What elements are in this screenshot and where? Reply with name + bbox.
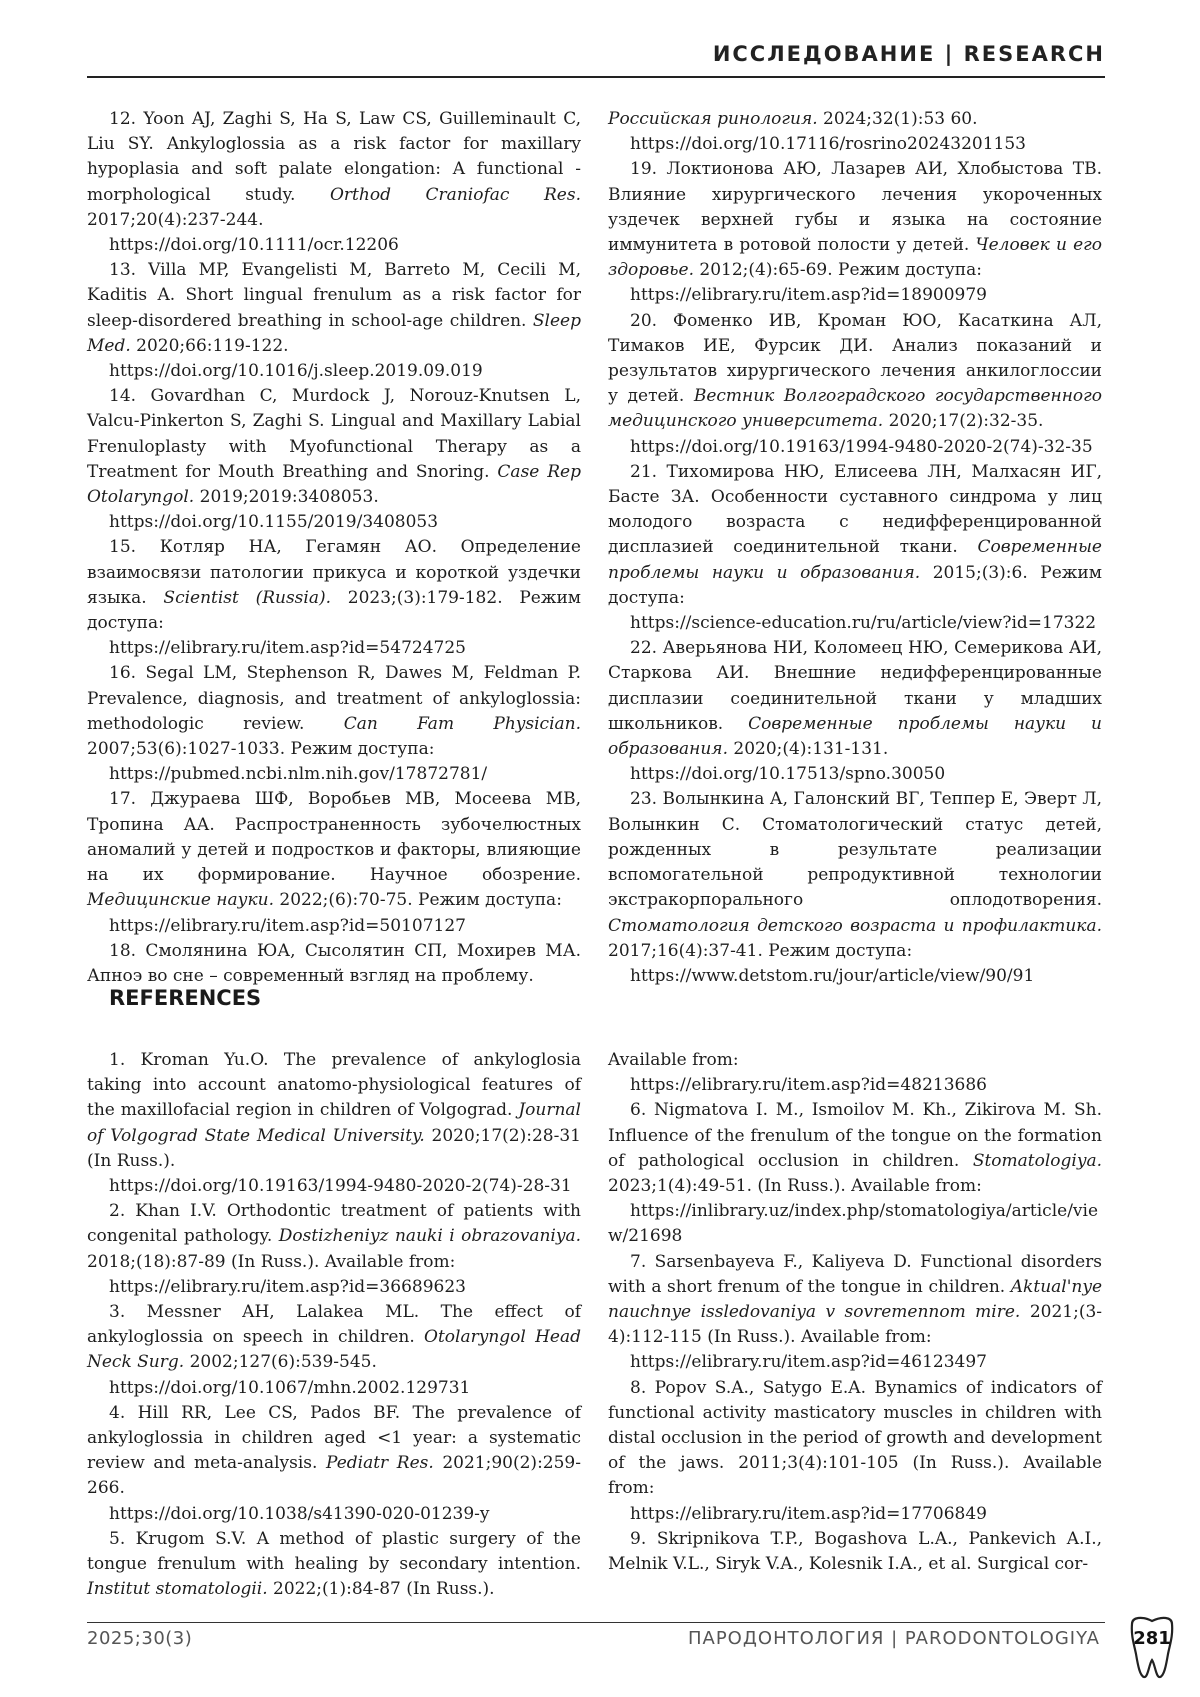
reference-journal: Case Rep Otolaryngol.: [87, 462, 581, 507]
reference-details: 2015;(3):6. Режим доступа:: [608, 563, 1102, 608]
reference-details: 2023;(3):179-182. Режим доступа:: [87, 588, 581, 633]
reference-journal: Institut stomatologii.: [87, 1579, 268, 1599]
reference-entry: [87, 258, 581, 359]
english-references-right-column: [608, 1048, 1102, 1577]
reference-text: 2. Khan I.V. Orthodontic treatment of patients with congenital pathology.: [87, 1201, 581, 1246]
reference-link[interactable]: https://elibrary.ru/item.asp?id=46123497: [608, 1350, 1102, 1375]
reference-journal: Современные проблемы науки и образования.: [608, 537, 1102, 582]
reference-text: 23. Волынкина А, Галонский ВГ, Теппер Е, Эверт Л, Волынкин С. Стоматологический статус детей, рожденных в результате реализации вспомогательной репродуктивной технологии экстракорпорального оплодотворения.: [608, 789, 1102, 910]
reference-link[interactable]: https://doi.org/10.1016/j.sleep.2019.09.019: [87, 359, 581, 384]
reference-link[interactable]: https://elibrary.ru/item.asp?id=48213686: [608, 1073, 1102, 1098]
reference-journal: Российская ринология.: [608, 109, 818, 129]
reference-journal: Aktual'nye nauchnye issledovaniya v sovremennom mire.: [608, 1277, 1102, 1322]
references-heading: REFERENCES: [109, 986, 261, 1010]
reference-details: 2023;1(4):49-51. (In Russ.). Available from:: [608, 1176, 982, 1196]
reference-details: 2020;17(2):32-35.: [883, 411, 1043, 431]
reference-journal: Can Fam Physician.: [344, 714, 581, 734]
reference-journal: Otolaryngol Head Neck Surg.: [87, 1327, 581, 1372]
reference-text: 3. Messner AH, Lalakea ML. The effect of ankyloglossia on speech in children.: [87, 1302, 581, 1347]
reference-text: 1. Kroman Yu.O. The prevalence of ankyloglosia taking into account anatomo-physiological features of the maxillofacial region in children of Volgograd.: [87, 1050, 581, 1120]
reference-text: 16. Segal LM, Stephenson R, Dawes M, Feldman P. Prevalence, diagnosis, and treatment of ankyloglossia: methodologic review.: [87, 663, 581, 733]
reference-text: 8. Popov S.A., Satygo E.A. Bynamics of indicators of functional activity masticatory muscles in children with distal occlusion in the period of growth and development of the jaws. 2011;3(4):101-105 (In Russ.). Available from:: [608, 1378, 1102, 1499]
reference-text: Available from:: [608, 1050, 739, 1070]
reference-entry: [87, 1401, 581, 1502]
reference-text: 21. Тихомирова НЮ, Елисеева ЛН, Малхасян ИГ, Басте ЗА. Особенности суставного синдрома у лиц молодого возраста с недифференцированной дисплазией соединительной ткани.: [608, 462, 1102, 558]
reference-entry: [87, 384, 581, 510]
reference-text: 17. Джураева ШФ, Воробьев МВ, Мосеева МВ, Тропина АА. Распространенность зубочелюстных аномалий у детей и подростков и факторы, влияющие на их формирование. Научное обозрение.: [87, 789, 581, 885]
reference-link[interactable]: https://elibrary.ru/item.asp?id=17706849: [608, 1502, 1102, 1527]
reference-entry: [608, 1098, 1102, 1199]
reference-link[interactable]: https://doi.org/10.1038/s41390-020-01239-y: [87, 1502, 581, 1527]
reference-details: 2019;2019:3408053.: [194, 487, 379, 507]
russian-references-right-column: [608, 107, 1102, 989]
reference-entry: [608, 1250, 1102, 1351]
page-number: 281: [1124, 1628, 1180, 1649]
reference-text: 9. Skripnikova T.P., Bogashova L.A., Pankevich A.I., Melnik V.L., Siryk V.A., Kolesnik I.A., et al. Surgical cor-: [608, 1529, 1102, 1574]
reference-details: 2012;(4):65-69. Режим доступа:: [694, 260, 982, 280]
reference-entry: [608, 787, 1102, 963]
reference-text: 13. Villa MP, Evangelisti M, Barreto M, Cecili M, Kaditis A. Short lingual frenulum as a risk factor for sleep-disordered breathing in school-age children.: [87, 260, 581, 330]
reference-journal: Вестник Волгоградского государственного медицинского университета.: [608, 386, 1102, 431]
reference-journal: Dostizheniyz nauki i obrazovaniya.: [279, 1226, 581, 1246]
reference-details: 2007;53(6):1027-1033. Режим доступа:: [87, 739, 434, 759]
reference-text: 7. Sarsenbayeva F., Kaliyeva D. Functional disorders with a short frenum of the tongue in children.: [608, 1252, 1102, 1297]
reference-entry: [608, 1376, 1102, 1502]
footer-issue: 2025;30(3): [87, 1628, 192, 1649]
reference-link[interactable]: https://doi.org/10.19163/1994-9480-2020-2(74)-32-35: [608, 435, 1102, 460]
reference-journal: Stomatologiya.: [973, 1151, 1102, 1171]
reference-link[interactable]: https://elibrary.ru/item.asp?id=36689623: [87, 1275, 581, 1300]
reference-details: 2021;90(2):259-266.: [87, 1453, 581, 1498]
reference-entry: [608, 636, 1102, 762]
reference-link[interactable]: https://elibrary.ru/item.asp?id=18900979: [608, 283, 1102, 308]
reference-journal: Sleep Med.: [87, 311, 581, 356]
reference-entry: [608, 1527, 1102, 1577]
reference-journal: Pediatr Res.: [326, 1453, 434, 1473]
reference-link[interactable]: https://inlibrary.uz/index.php/stomatologiya/article/view/21698: [608, 1199, 1102, 1249]
reference-entry: [608, 1048, 1102, 1073]
reference-link[interactable]: https://science-education.ru/ru/article/view?id=17322: [608, 611, 1102, 636]
reference-journal: Journal of Volgograd State Medical University.: [87, 1100, 581, 1145]
footer-journal-name: ПАРОДОНТОЛОГИЯ | PARODONTOLOGIYA: [688, 1628, 1100, 1649]
reference-link[interactable]: https://doi.org/10.17513/spno.30050: [608, 762, 1102, 787]
reference-entry: [87, 1048, 581, 1174]
reference-link[interactable]: https://doi.org/10.1067/mhn.2002.129731: [87, 1376, 581, 1401]
reference-journal: Scientist (Russia).: [163, 588, 331, 608]
reference-details: 2002;127(6):539-545.: [184, 1352, 377, 1372]
reference-text: 5. Krugom S.V. A method of plastic surgery of the tongue frenulum with healing by secondary intention.: [87, 1529, 581, 1574]
reference-text: 15. Котляр НА, Гегамян АО. Определение взаимосвязи патологии прикуса и короткой уздечки языка.: [87, 537, 581, 607]
reference-entry: [87, 1199, 581, 1275]
reference-entry: [87, 107, 581, 233]
reference-details: 2020;(4):131-131.: [728, 739, 888, 759]
reference-link[interactable]: https://doi.org/10.19163/1994-9480-2020-2(74)-28-31: [87, 1174, 581, 1199]
reference-details: 2020;17(2):28-31 (In Russ.).: [87, 1126, 581, 1171]
reference-link[interactable]: https://www.detstom.ru/jour/article/view/90/91: [608, 964, 1102, 989]
reference-link[interactable]: https://elibrary.ru/item.asp?id=50107127: [87, 914, 581, 939]
reference-journal: Медицинские науки.: [87, 890, 274, 910]
reference-text: 22. Аверьянова НИ, Коломеец НЮ, Семерикова АИ, Старкова АИ. Внешние недифференцированные дисплазии соединительной ткани у младших школьников.: [608, 638, 1102, 734]
running-header: [87, 40, 1105, 78]
reference-entry: [87, 1300, 581, 1376]
reference-entry: [608, 460, 1102, 611]
reference-details: 2018;(18):87-89 (In Russ.). Available from:: [87, 1252, 455, 1272]
reference-entry: [608, 157, 1102, 283]
reference-text: 12. Yoon AJ, Zaghi S, Ha S, Law CS, Guilleminault C, Liu SY. Ankyloglossia as a risk factor for maxillary hypoplasia and soft palate elongation: A functional - morphological study.: [87, 109, 581, 205]
reference-link[interactable]: https://pubmed.ncbi.nlm.nih.gov/17872781/: [87, 762, 581, 787]
reference-entry: [87, 939, 581, 989]
reference-text: 6. Nigmatova I. M., Ismoilov M. Kh., Zikirova M. Sh. Influence of the frenulum of the tongue on the formation of pathological occlusion in children.: [608, 1100, 1102, 1170]
reference-journal: Современные проблемы науки и образования.: [608, 714, 1102, 759]
reference-journal: Человек и его здоровье.: [608, 235, 1102, 280]
reference-entry: [87, 661, 581, 762]
reference-entry: [87, 1527, 581, 1603]
reference-entry: [87, 535, 581, 636]
reference-text: 19. Локтионова АЮ, Лазарев АИ, Хлобыстова ТВ. Влияние хирургического лечения укороченных уздечек верхней губы и языка на состояние иммунитета в ротовой полости у детей.: [608, 159, 1102, 255]
russian-references-left-column: [87, 107, 581, 989]
reference-details: 2022;(1):84-87 (In Russ.).: [268, 1579, 495, 1599]
reference-details: 2021;(3-4):112-115 (In Russ.). Available from:: [608, 1302, 1102, 1347]
reference-link[interactable]: https://doi.org/10.1111/ocr.12206: [87, 233, 581, 258]
reference-link[interactable]: https://doi.org/10.1155/2019/3408053: [87, 510, 581, 535]
footer-rule: [87, 1622, 1105, 1623]
reference-text: 14. Govardhan C, Murdock J, Norouz-Knutsen L, Valcu-Pinkerton S, Zaghi S. Lingual and Maxillary Labial Frenuloplasty with Myofunctional Therapy as a Treatment for Mouth Breathing and Snoring.: [87, 386, 581, 482]
reference-journal: Orthod Craniofac Res.: [330, 185, 581, 205]
reference-entry: [608, 107, 1102, 132]
reference-details: 2017;20(4):237-244.: [87, 210, 263, 230]
reference-link[interactable]: https://elibrary.ru/item.asp?id=54724725: [87, 636, 581, 661]
reference-details: 2020;66:119-122.: [131, 336, 289, 356]
reference-details: 2017;16(4):37-41. Режим доступа:: [608, 941, 912, 961]
reference-link[interactable]: https://doi.org/10.17116/rosrino20243201153: [608, 132, 1102, 157]
reference-details: 2024;32(1):53 60.: [818, 109, 978, 129]
reference-entry: [87, 787, 581, 913]
reference-entry: [608, 309, 1102, 435]
reference-text: 4. Hill RR, Lee CS, Pados BF. The prevalence of ankyloglossia in children aged <1 year: a systematic review and meta-analysis.: [87, 1403, 581, 1473]
english-references-left-column: [87, 1048, 581, 1602]
reference-text: 18. Смолянина ЮА, Сысолятин СП, Мохирев МА. Апноэ во сне – современный взгляд на проблему.: [87, 941, 581, 986]
reference-journal: Стоматология детского возраста и профилактика.: [608, 916, 1102, 936]
reference-text: 20. Фоменко ИВ, Кроман ЮО, Касаткина АЛ, Тимаков ИЕ, Фурсик ДИ. Анализ показаний и результатов хирургического лечения анкилоглоссии у детей.: [608, 311, 1102, 407]
reference-details: 2022;(6):70-75. Режим доступа:: [274, 890, 562, 910]
section-title: ИССЛЕДОВАНИЕ | RESEARCH: [713, 42, 1105, 66]
